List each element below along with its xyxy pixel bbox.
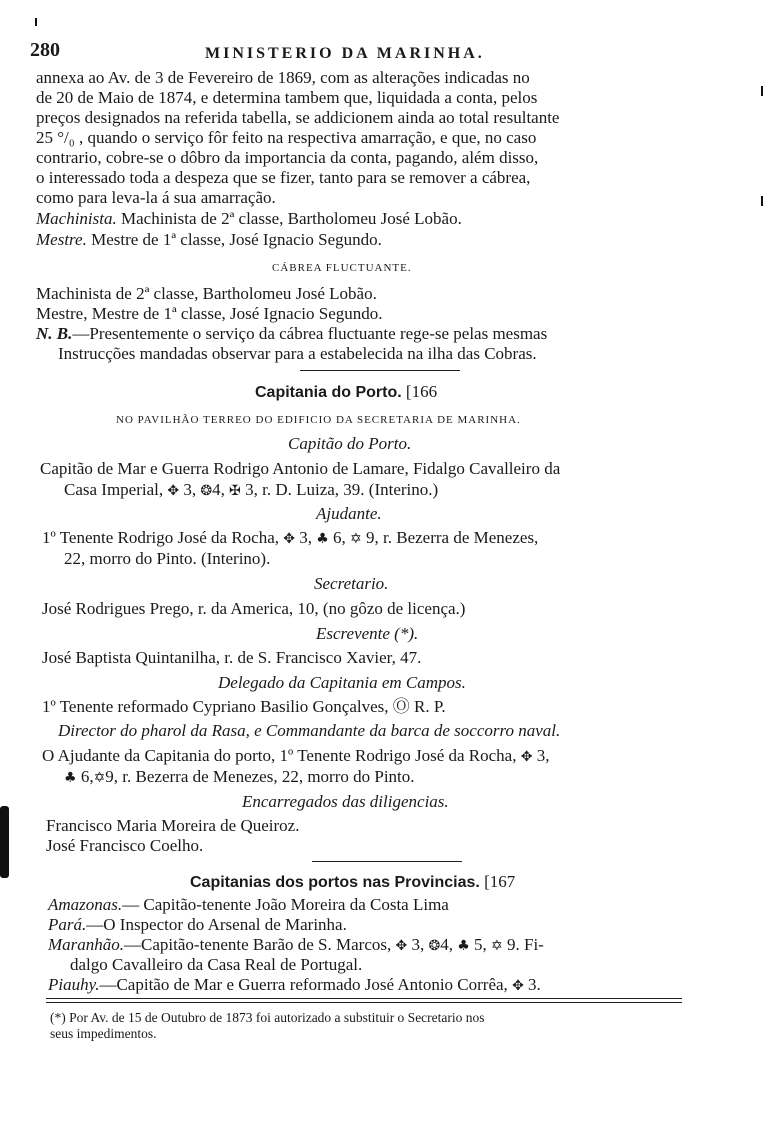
cabrea-line-2: Mestre, Mestre de 1ª classe, José Ignacio Segundo. — [36, 304, 383, 323]
nb-label: N. B. — [36, 324, 73, 343]
encarregados-line-2: José Francisco Coelho. — [46, 836, 204, 855]
maranhao-text-c: 4, — [440, 935, 453, 954]
intro-line-2: de 20 de Maio de 1874, e determina tambem que, liquidada a conta, pelos — [36, 88, 538, 107]
director-text-b: 3, — [536, 746, 550, 765]
rose-icon: ✥ — [167, 483, 180, 499]
maranhao-text-e: 9. Fi- — [507, 935, 544, 954]
maranhao-text-b: 3, — [411, 935, 425, 954]
amazonas-label: Amazonas. — [48, 895, 123, 914]
rose-icon: ✥ — [520, 749, 533, 765]
intro-line-1: annexa ao Av. de 3 de Fevereiro de 1869, com as alterações indicadas no — [36, 68, 530, 87]
rose-icon: ✥ — [512, 978, 524, 994]
encarregados-line-1: Francisco Maria Moreira de Queiroz. — [46, 816, 300, 835]
nb-line-2: Instrucções mandadas observar para a estabelecida na ilha das Cobras. — [58, 344, 537, 363]
maranhao-label: Maranhão. — [48, 935, 125, 954]
scan-edge-mark — [761, 196, 763, 206]
provincias-title: Capitanias dos portos nas Provincias. — [190, 874, 480, 891]
capitao-heading: Capitão do Porto. — [288, 434, 412, 453]
capitania-title: Capitania do Porto. — [255, 384, 402, 401]
scan-edge-mark — [35, 18, 37, 26]
ajudante-line-2: 22, morro do Pinto. (Interino). — [64, 549, 271, 568]
nb-line-1 — [36, 324, 547, 344]
para-text: —O Inspector do Arsenal de Marinha. — [86, 915, 347, 934]
ajudante-text-d: 9, r. Bezerra de Menezes, — [366, 528, 539, 547]
machinista-label: Machinista. — [36, 209, 117, 228]
escrevente-line: José Baptista Quintanilha, r. de S. Francisco Xavier, 47. — [42, 648, 422, 667]
capitania-location: NO PAVILHÃO TERREO DO EDIFICIO DA SECRETARIA DE MARINHA. — [116, 414, 521, 426]
machinista-text: Machinista de 2ª classe, Bartholomeu José Lobão. — [121, 209, 462, 228]
ajudante-text-a: 1º Tenente Rodrigo José da Rocha, — [42, 528, 279, 547]
footnote-rule — [46, 998, 682, 1003]
piauhy-text-b: 3. — [528, 975, 541, 994]
mestre-text: Mestre de 1ª classe, José Ignacio Segundo. — [91, 230, 382, 249]
director-text-c: 6, — [80, 767, 94, 786]
piauhy-label: Piauhy. — [48, 975, 100, 994]
scan-edge-mark — [761, 86, 763, 96]
mestre-entry — [36, 230, 382, 250]
running-title: MINISTERIO DA MARINHA. — [205, 45, 485, 62]
intro-line-3: preços designados na referida tabella, se addicionem ainda ao total resultante — [36, 108, 560, 127]
capitania-heading — [255, 382, 437, 403]
maranhao-text-d: 5, — [474, 935, 487, 954]
nb-text-1: —Presentemente o serviço da cábrea fluctuante rege-se pelas mesmas — [72, 324, 548, 343]
amazonas-text: — Capitão-tenente João Moreira da Costa Lima — [122, 895, 449, 914]
para-entry — [48, 915, 347, 935]
director-text-a: O Ajudante da Capitania do porto, 1º Tenente Rodrigo José da Rocha, — [42, 746, 517, 765]
intro-line-4: 25 °/₀ , quando o serviço fôr feito na respectiva amarração, e que, no caso — [36, 128, 537, 147]
delegado-line: 1º Tenente reformado Cypriano Basilio Gonçalves, Ⓞ R. P. — [42, 697, 446, 716]
ajudante-text-b: 3, — [299, 528, 312, 547]
director-heading: Director do pharol da Rasa, e Commandante da barca de soccorro naval. — [58, 721, 561, 740]
cabrea-line-1: Machinista de 2ª classe, Bartholomeu José Lobão. — [36, 284, 377, 303]
amazonas-entry — [48, 895, 449, 915]
section-divider — [300, 370, 460, 371]
secretario-heading: Secretario. — [314, 574, 389, 593]
page-number: 280 — [30, 39, 60, 61]
capitao-text-a: Casa Imperial, — [64, 480, 164, 499]
capitao-line-2 — [64, 480, 438, 501]
rose-icon: ✥ — [283, 531, 295, 547]
capitania-ref: [166 — [405, 382, 438, 401]
section-divider — [312, 861, 462, 862]
cross-icon: ✠ — [229, 483, 241, 499]
capitao-text-d: 3, r. D. Luiza, 39. (Interino.) — [245, 480, 439, 499]
intro-line-5: contrario, cobre-se o dôbro da importancia da conta, pagando, além disso, — [36, 148, 539, 167]
intro-line-6: o interessado toda a despeza que se fizer, tanto para se remover a cábrea, — [36, 168, 531, 187]
star-icon: ✡ — [93, 770, 106, 786]
escrevente-heading: Escrevente (*). — [316, 624, 419, 643]
shield-icon: ♣ — [64, 770, 77, 786]
piauhy-text-a: —Capitão de Mar e Guerra reformado José Antonio Corrêa, — [99, 975, 508, 994]
director-line-2 — [64, 767, 415, 788]
rose-icon: ✥ — [395, 938, 408, 954]
encarregados-heading: Encarregados das diligencias. — [242, 792, 449, 811]
provincias-ref: [167 — [484, 872, 516, 891]
scan-edge-mark — [0, 806, 9, 878]
shield-icon: ♣ — [316, 531, 329, 547]
mestre-label: Mestre. — [36, 230, 87, 249]
star-icon: ✡ — [350, 531, 362, 547]
footnote-line-2: seus impedimentos. — [50, 1026, 157, 1041]
machinista-entry — [36, 209, 462, 229]
capitao-text-c: 4, — [212, 480, 225, 499]
order-ring-icon: ❂ — [200, 483, 213, 499]
director-line-1 — [42, 746, 549, 767]
maranhao-text-a: —Capitão-tenente Barão de S. Marcos, — [124, 935, 392, 954]
ajudante-line-1 — [42, 528, 538, 549]
cabrea-heading: CÁBREA FLUCTUANTE. — [272, 262, 412, 274]
piauhy-entry — [48, 975, 541, 996]
maranhao-entry — [48, 935, 544, 956]
secretario-line: José Rodrigues Prego, r. da America, 10, (no gôzo de licença.) — [42, 599, 466, 618]
para-label: Pará. — [48, 915, 87, 934]
maranhao-line-2: dalgo Cavalleiro da Casa Real de Portugal. — [70, 955, 363, 974]
shield-icon: ♣ — [457, 938, 470, 954]
intro-line-7: como para leva-la á sua amarração. — [36, 188, 276, 207]
order-ring-icon: ❂ — [428, 938, 441, 954]
provincias-heading — [190, 872, 515, 893]
ajudante-text-c: 6, — [333, 528, 346, 547]
footnote-line-1: (*) Por Av. de 15 de Outubro de 1873 foi autorizado a substituir o Secretario nos — [50, 1010, 485, 1025]
capitao-line-1: Capitão de Mar e Guerra Rodrigo Antonio de Lamare, Fidalgo Cavalleiro da — [40, 459, 561, 478]
capitao-text-b: 3, — [183, 480, 197, 499]
star-icon: ✡ — [491, 938, 503, 954]
ajudante-heading: Ajudante. — [316, 504, 382, 523]
delegado-heading: Delegado da Capitania em Campos. — [218, 673, 466, 692]
director-text-d: 9, r. Bezerra de Menezes, 22, morro do Pinto. — [105, 767, 415, 786]
